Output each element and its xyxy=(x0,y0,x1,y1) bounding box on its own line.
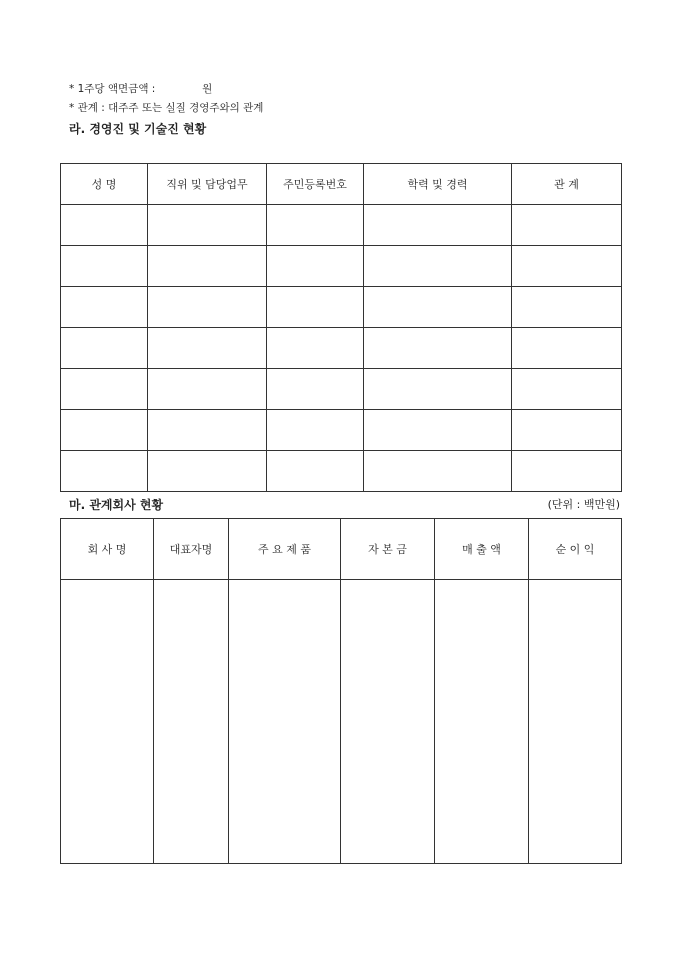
table-cell[interactable] xyxy=(512,205,622,246)
section-ma-title: 마. 관계회사 현황 xyxy=(69,498,164,512)
table-cell[interactable] xyxy=(364,328,512,369)
table-row xyxy=(61,451,622,492)
table-cell[interactable] xyxy=(148,328,267,369)
table-cell[interactable] xyxy=(267,451,364,492)
table-row xyxy=(61,410,622,451)
table-cell[interactable] xyxy=(267,369,364,410)
table-row xyxy=(61,246,622,287)
table-cell[interactable] xyxy=(364,205,512,246)
table-cell[interactable] xyxy=(148,287,267,328)
table-cell[interactable] xyxy=(364,369,512,410)
header-sales: 매 출 액 xyxy=(435,519,529,580)
table-cell[interactable] xyxy=(61,369,148,410)
par-value-note: * 1주당 액면금액 : 원 xyxy=(69,83,213,95)
table-cell[interactable] xyxy=(512,287,622,328)
table-cell[interactable] xyxy=(512,328,622,369)
table-cell[interactable] xyxy=(364,451,512,492)
table-cell[interactable] xyxy=(512,369,622,410)
table-cell[interactable] xyxy=(61,246,148,287)
table-cell[interactable] xyxy=(61,451,148,492)
table-cell[interactable] xyxy=(267,328,364,369)
table-cell[interactable] xyxy=(148,246,267,287)
table-cell[interactable] xyxy=(364,246,512,287)
table-cell[interactable] xyxy=(154,580,229,864)
table-cell[interactable] xyxy=(61,205,148,246)
header-relation: 관 계 xyxy=(512,164,622,205)
table-cell[interactable] xyxy=(148,205,267,246)
table-cell[interactable] xyxy=(148,410,267,451)
affiliate-table xyxy=(60,518,622,864)
header-resident-number: 주민등록번호 xyxy=(267,164,364,205)
table-row xyxy=(61,205,622,246)
header-representative: 대표자명 xyxy=(154,519,229,580)
table-cell[interactable] xyxy=(267,246,364,287)
table-cell[interactable] xyxy=(267,287,364,328)
header-education-career: 학력 및 경력 xyxy=(364,164,512,205)
table-cell[interactable] xyxy=(341,580,435,864)
table-cell[interactable] xyxy=(61,287,148,328)
header-capital: 자 본 금 xyxy=(341,519,435,580)
table-cell[interactable] xyxy=(529,580,622,864)
table-cell[interactable] xyxy=(364,287,512,328)
table-cell[interactable] xyxy=(512,246,622,287)
unit-label: (단위 : 백만원) xyxy=(547,498,620,511)
table-row xyxy=(61,328,622,369)
table-cell[interactable] xyxy=(148,369,267,410)
table-cell[interactable] xyxy=(267,410,364,451)
table-cell[interactable] xyxy=(61,580,154,864)
relation-note: * 관계 : 대주주 또는 실질 경영주와의 관계 xyxy=(69,102,264,114)
management-table xyxy=(60,163,622,492)
table-cell[interactable] xyxy=(512,451,622,492)
table-cell[interactable] xyxy=(435,580,529,864)
table-cell[interactable] xyxy=(61,328,148,369)
table-cell[interactable] xyxy=(148,451,267,492)
table-cell[interactable] xyxy=(267,205,364,246)
header-net-income: 순 이 익 xyxy=(529,519,622,580)
table-cell[interactable] xyxy=(61,410,148,451)
section-ra-title: 라. 경영진 및 기술진 현황 xyxy=(69,122,207,136)
table-row xyxy=(61,369,622,410)
table-cell[interactable] xyxy=(512,410,622,451)
table-cell[interactable] xyxy=(364,410,512,451)
header-position: 직위 및 담당업무 xyxy=(148,164,267,205)
affiliate-header-row xyxy=(61,519,622,580)
header-name: 성 명 xyxy=(61,164,148,205)
header-company-name: 회 사 명 xyxy=(61,519,154,580)
header-main-products: 주 요 제 품 xyxy=(229,519,341,580)
management-header-row xyxy=(61,164,622,205)
table-row xyxy=(61,287,622,328)
table-cell[interactable] xyxy=(229,580,341,864)
table-row xyxy=(61,580,622,864)
